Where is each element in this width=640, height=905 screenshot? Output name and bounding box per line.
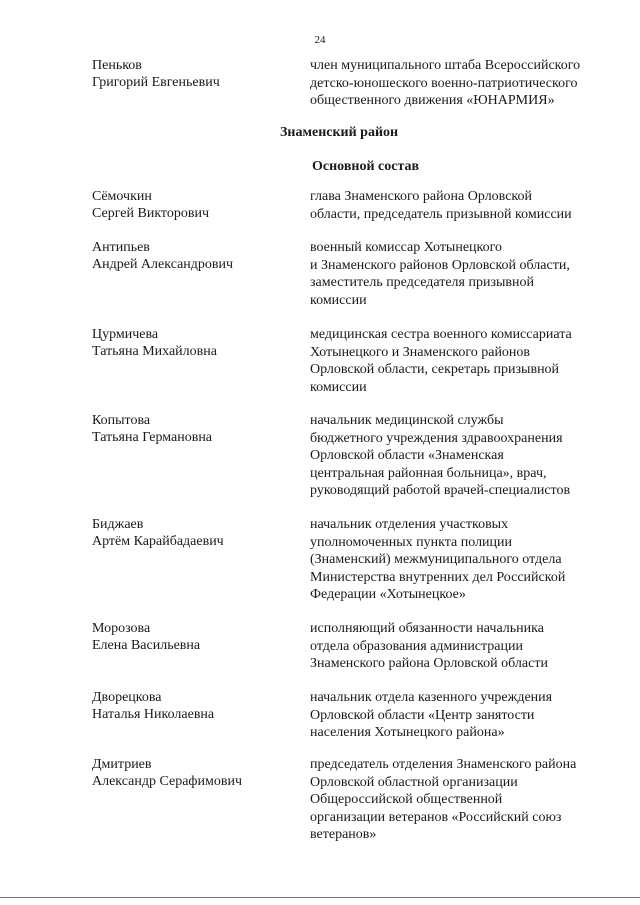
role-line: председатель отделения Знаменского района — [310, 757, 577, 772]
member-role — [310, 516, 610, 604]
page-number: 24 — [314, 34, 326, 46]
member-surname: Дмитриев — [92, 757, 152, 772]
member-name — [92, 188, 292, 222]
role-line: бюджетного учреждения здравоохранения — [310, 430, 563, 446]
role-line: области, председатель призывной комиссии — [310, 206, 572, 222]
member-given-name: Андрей Александрович — [92, 257, 234, 272]
role-line: Орловской области «Центр занятости — [310, 707, 535, 723]
member-surname: Антипьев — [92, 240, 150, 255]
member-name — [92, 326, 292, 360]
district-title: Знаменский район — [280, 125, 399, 140]
member-name — [92, 756, 292, 790]
member-surname: Биджаев — [92, 517, 144, 532]
role-line: исполняющий обязанности начальника — [310, 621, 544, 636]
role-line: населения Хотынецкого района» — [310, 725, 505, 741]
footer-rule — [0, 897, 640, 898]
role-line: Федерации «Хотынецкое» — [310, 587, 466, 603]
member-surname: Цурмичева — [92, 327, 159, 342]
role-line: начальник медицинской службы — [310, 413, 504, 428]
member-name — [92, 689, 292, 723]
role-line: отдела образования администрации — [310, 638, 524, 654]
role-line: Хотынецкого и Знаменского районов — [310, 344, 531, 360]
member-given-name: Елена Васильевна — [92, 638, 201, 653]
member-name — [92, 412, 292, 446]
role-line: Министерства внутренних дел Российской — [310, 569, 566, 585]
role-line: центральная районная больница», врач, — [310, 465, 547, 481]
role-line: член муниципального штаба Всероссийского — [310, 58, 581, 73]
member-role — [310, 412, 610, 500]
member-name — [92, 620, 292, 654]
member-role — [310, 689, 610, 742]
role-line: начальник отдела казенного учреждения — [310, 690, 553, 705]
role-line: комиссии — [310, 379, 367, 395]
role-line: военный комиссар Хотынецкого — [310, 240, 503, 255]
role-line: ветеранов» — [310, 827, 377, 843]
member-surname: Сёмочкин — [92, 189, 152, 204]
member-given-name: Александр Серафимович — [92, 774, 242, 789]
role-line: Общероссийской общественной — [310, 792, 503, 808]
member-name — [92, 57, 292, 91]
role-line: глава Знаменского района Орловской — [310, 189, 533, 204]
member-role — [310, 326, 610, 396]
role-line: комиссии — [310, 292, 367, 308]
role-line: детско-юношеского военно-патриотического — [310, 75, 578, 91]
role-line: заместитель председателя призывной — [310, 275, 534, 291]
member-role — [310, 239, 610, 309]
member-surname: Пеньков — [92, 58, 142, 73]
role-line: Орловской области, секретарь призывной — [310, 362, 560, 378]
section-title: Основной состав — [312, 159, 420, 174]
role-line: медицинская сестра военного комиссариата — [310, 327, 572, 342]
member-role — [310, 756, 610, 844]
member-role — [310, 620, 610, 673]
role-line: руководящий работой врачей-специалистов — [310, 483, 571, 499]
member-given-name: Татьяна Германовна — [92, 430, 213, 445]
role-line: начальник отделения участковых — [310, 517, 509, 532]
member-given-name: Артём Карайбадаевич — [92, 534, 224, 549]
member-given-name: Григорий Евгеньевич — [92, 75, 220, 90]
member-given-name: Наталья Николаевна — [92, 707, 215, 722]
role-line: организации ветеранов «Российский союз — [310, 809, 562, 825]
member-role — [310, 57, 610, 110]
member-given-name: Татьяна Михайловна — [92, 344, 217, 359]
member-surname: Дворецкова — [92, 690, 162, 705]
role-line: (Знаменский) межмуниципального отдела — [310, 552, 562, 568]
member-given-name: Сергей Викторович — [92, 206, 210, 221]
role-line: Орловской области «Знаменская — [310, 448, 504, 464]
role-line: и Знаменского районов Орловской области, — [310, 257, 570, 273]
member-name — [92, 516, 292, 550]
member-role — [310, 188, 610, 223]
role-line: Орловской областной организации — [310, 774, 518, 790]
role-line: общественного движения «ЮНАРМИЯ» — [310, 93, 555, 109]
member-surname: Копытова — [92, 413, 151, 428]
member-surname: Морозова — [92, 621, 151, 636]
role-line: уполномоченных пункта полиции — [310, 534, 513, 550]
member-name — [92, 239, 292, 273]
role-line: Знаменского района Орловской области — [310, 656, 548, 672]
